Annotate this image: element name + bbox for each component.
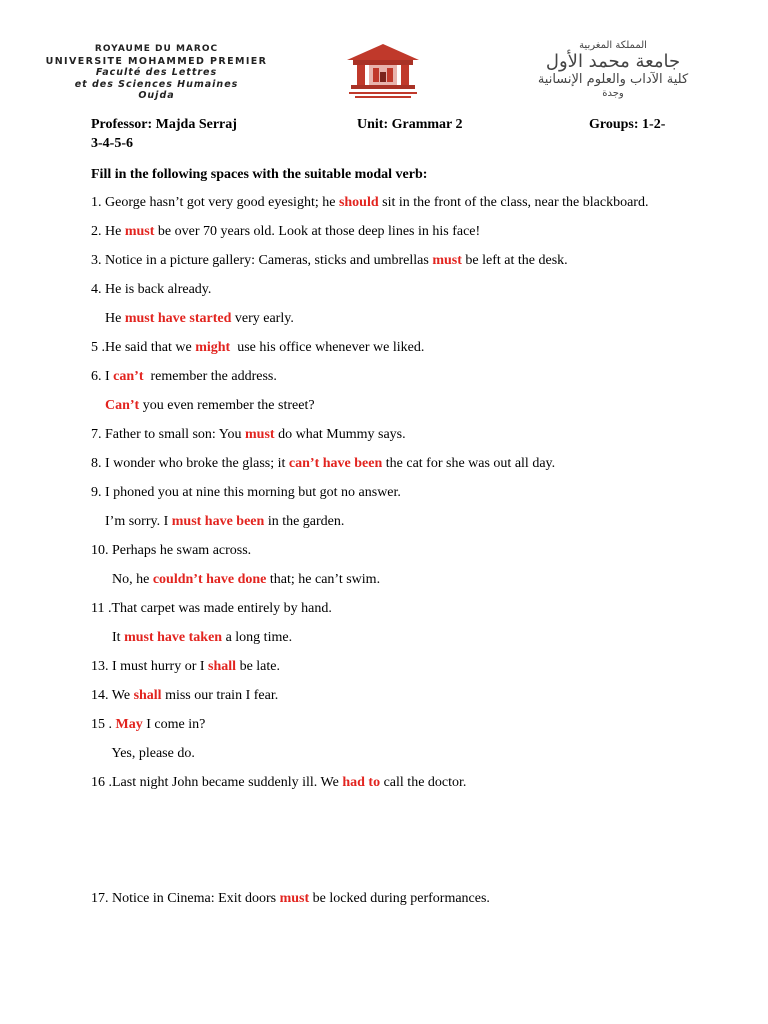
professor-label: Professor: Majda Serraj bbox=[91, 117, 237, 132]
item-answer: must bbox=[245, 427, 275, 442]
groups-label: Groups: 1-2- bbox=[589, 117, 666, 132]
document-header bbox=[0, 0, 768, 110]
exercise-item bbox=[91, 398, 691, 414]
arabic-line-kingdom: المملكة المغربية bbox=[579, 40, 647, 51]
item-text: Yes, please do. bbox=[91, 746, 195, 761]
header-line-city: Oujda bbox=[138, 90, 175, 101]
exercise-item bbox=[91, 630, 691, 646]
item-answer: must bbox=[279, 891, 310, 906]
item-text: 10. Perhaps he swam across. bbox=[91, 543, 252, 558]
item-answer: can’t bbox=[113, 369, 144, 384]
item-text: be over 70 years old. Look at those deep lines in his face! bbox=[154, 224, 481, 239]
item-text: remember the address. bbox=[143, 369, 277, 384]
item-text: 6. I bbox=[91, 369, 114, 384]
exercise-item bbox=[91, 514, 691, 530]
faculty-logo-icon bbox=[343, 42, 423, 100]
exercise-item bbox=[91, 427, 691, 443]
item-text: 3. Notice in a picture gallery: Cameras, sticks and umbrellas bbox=[91, 253, 433, 268]
header-line-sciences: et des Sciences Humaines bbox=[74, 78, 239, 90]
item-text: 13. I must hurry or I bbox=[91, 659, 209, 674]
item-text: the cat for she was out all day. bbox=[382, 456, 556, 471]
item-answer: must bbox=[124, 224, 155, 239]
item-text: miss our train I fear. bbox=[161, 688, 279, 703]
item-text: very early. bbox=[231, 311, 294, 326]
exercise-item bbox=[91, 717, 691, 733]
item-text: 15 . bbox=[91, 717, 116, 732]
item-text: I come in? bbox=[142, 717, 206, 732]
exercise-item bbox=[91, 224, 691, 240]
header-line-university: UNIVERSITE MOHAMMED PREMIER bbox=[45, 55, 268, 67]
unit-label: Unit: Grammar 2 bbox=[357, 117, 463, 132]
exercise-item bbox=[91, 195, 691, 211]
item-text: a long time. bbox=[222, 630, 293, 645]
blank-space bbox=[91, 804, 691, 891]
item-answer: must have been bbox=[171, 514, 265, 529]
item-text: 7. Father to small son: You bbox=[91, 427, 246, 442]
item-answer: Can’t bbox=[105, 398, 140, 413]
arabic-line-university: جامعة محمد الأول bbox=[545, 51, 681, 72]
worksheet-body bbox=[91, 117, 691, 920]
item-text: you even remember the street? bbox=[139, 398, 315, 413]
course-info-row bbox=[91, 117, 691, 136]
item-text: 17. Notice in Cinema: Exit doors bbox=[91, 891, 280, 906]
item-answer: had to bbox=[342, 775, 381, 790]
item-text: do what Mummy says. bbox=[274, 427, 406, 442]
item-answer: must have taken bbox=[124, 630, 223, 645]
item-text: call the doctor. bbox=[380, 775, 467, 790]
exercise-item bbox=[91, 485, 691, 501]
item-text: in the garden. bbox=[264, 514, 345, 529]
exercise-item bbox=[91, 601, 691, 617]
item-text: I’m sorry. I bbox=[91, 514, 172, 529]
exercise-item bbox=[91, 543, 691, 559]
item-text: 14. We bbox=[91, 688, 134, 703]
header-line-kingdom: ROYAUME DU MAROC bbox=[94, 44, 219, 54]
item-text: 16 .Last night John became suddenly ill. We bbox=[91, 775, 343, 790]
item-answer: should bbox=[338, 195, 379, 210]
exercise-item bbox=[91, 253, 691, 269]
item-text: use his office whenever we liked. bbox=[230, 340, 425, 355]
exercise-item bbox=[91, 572, 691, 588]
item-answer: must have started bbox=[124, 311, 232, 326]
item-text: be left at the desk. bbox=[461, 253, 568, 268]
exercise-item bbox=[91, 311, 691, 327]
item-text: 4. He is back already. bbox=[91, 282, 212, 297]
item-text bbox=[91, 398, 105, 413]
item-text: 1. George hasn’t got very good eyesight; he bbox=[91, 195, 339, 210]
item-answer: might bbox=[195, 340, 231, 355]
item-text: 8. I wonder who broke the glass; it bbox=[91, 456, 289, 471]
item-text: No, he bbox=[91, 572, 153, 587]
item-answer: must bbox=[432, 253, 462, 268]
exercise-item bbox=[91, 659, 691, 675]
item-answer: couldn’t have done bbox=[152, 572, 267, 587]
exercise-item bbox=[91, 369, 691, 385]
item-answer: shall bbox=[208, 659, 237, 674]
item-answer: May bbox=[115, 717, 143, 732]
arabic-line-faculty: كلية الآداب والعلوم الإنسانية bbox=[537, 72, 689, 87]
exercise-item bbox=[91, 775, 691, 791]
exercise-items-list bbox=[91, 195, 691, 791]
item-text: that; he can’t swim. bbox=[266, 572, 381, 587]
arabic-line-city: وجدة bbox=[602, 88, 624, 99]
item-answer: can’t have been bbox=[288, 456, 383, 471]
header-line-faculty: Faculté des Lettres bbox=[95, 67, 218, 78]
exercise-item bbox=[91, 282, 691, 298]
exercise-item-last bbox=[91, 891, 691, 907]
exercise-item bbox=[91, 456, 691, 472]
item-text: 9. I phoned you at nine this morning but got no answer. bbox=[91, 485, 401, 500]
exercise-item bbox=[91, 746, 691, 762]
item-text: be locked during performances. bbox=[309, 891, 490, 906]
item-text: 2. He bbox=[91, 224, 125, 239]
university-name-french bbox=[14, 44, 299, 102]
exercise-instruction: Fill in the following spaces with the suitable modal verb: bbox=[91, 167, 428, 182]
item-text: be late. bbox=[236, 659, 280, 674]
university-name-arabic bbox=[488, 40, 738, 100]
item-text: 11 .That carpet was made entirely by hand. bbox=[91, 601, 332, 616]
exercise-item bbox=[91, 688, 691, 704]
item-text: 5 .He said that we bbox=[91, 340, 196, 355]
item-text: It bbox=[91, 630, 125, 645]
exercise-item bbox=[91, 340, 691, 356]
item-answer: shall bbox=[133, 688, 162, 703]
item-text: sit in the front of the class, near the blackboard. bbox=[378, 195, 649, 210]
item-text: He bbox=[91, 311, 125, 326]
groups-label-continued: 3-4-5-6 bbox=[91, 136, 133, 151]
